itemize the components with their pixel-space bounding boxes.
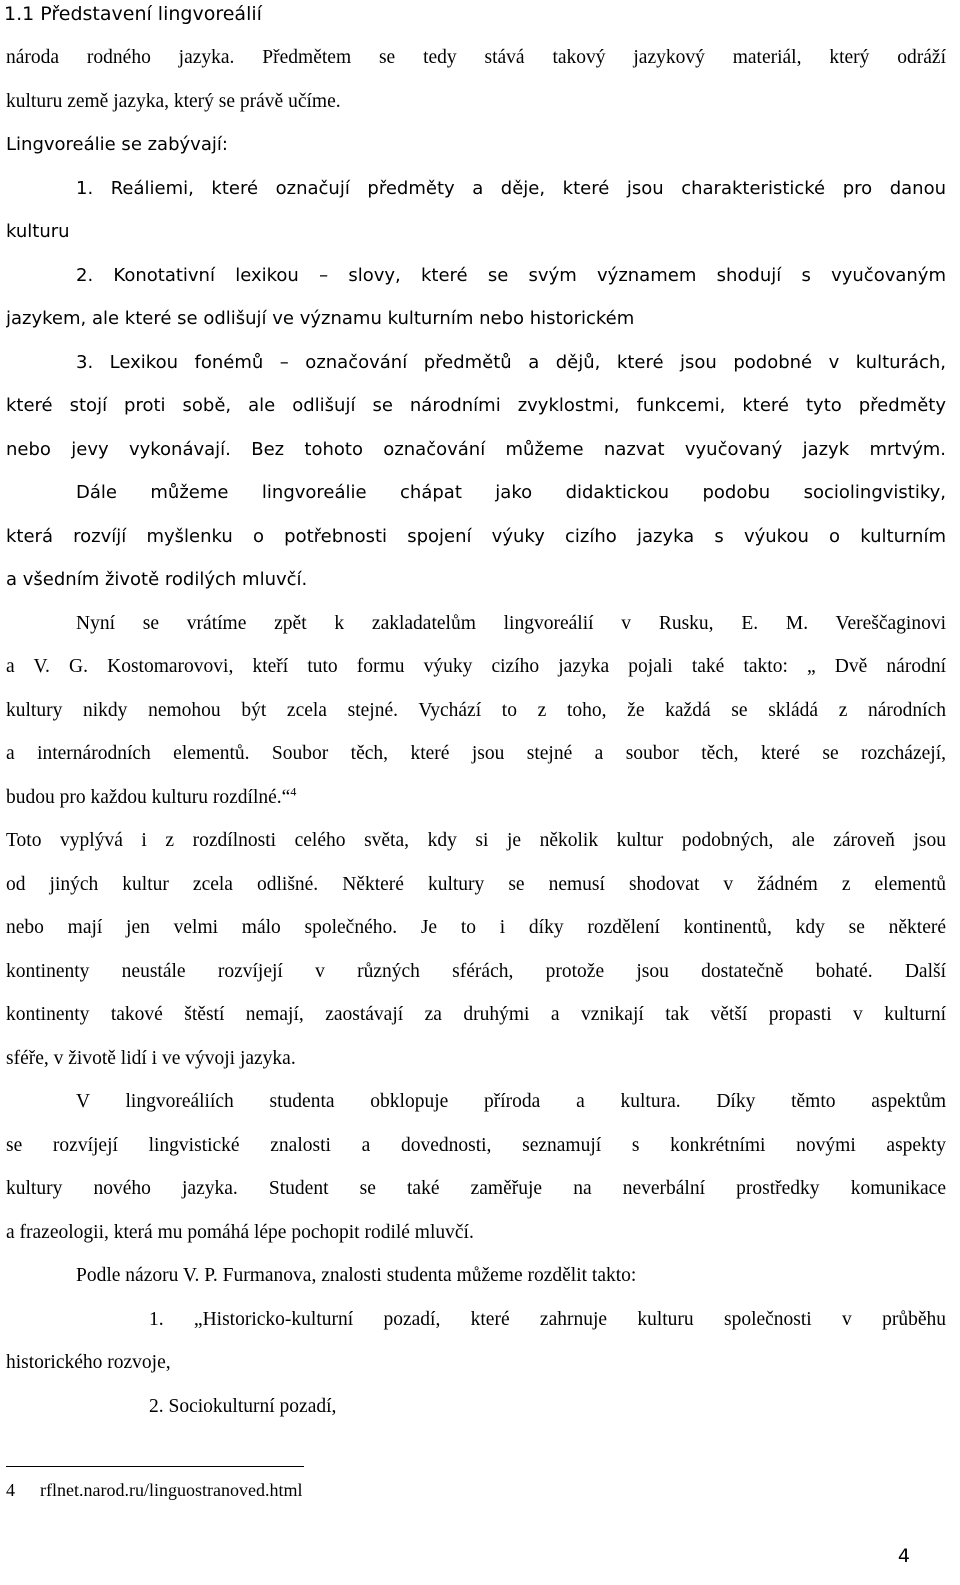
text-line-content: se rozvíjejí lingvistické znalosti a dovednosti, seznamují s konkrétními novými aspekty: [6, 1134, 946, 1156]
text-line-content: jazykem, ale které se odlišují ve významu kulturním nebo historickém: [6, 308, 635, 329]
text-line-content: nebo jevy vykonávají. Bez tohoto označování můžeme nazvat vyučovaný jazyk mrtvým.: [6, 438, 946, 460]
text-line: [6, 950, 946, 994]
text-line-content: národa rodného jazyka. Předmětem se tedy stává takový jazykový materiál, který odráží: [6, 47, 946, 68]
text-line: [6, 1037, 946, 1081]
text-line-content: od jiných kultur zcela odlišné. Některé kultury se nemusí shodovat v žádném z elementů: [6, 873, 946, 895]
text-line-content: a V. G. Kostomarovovi, kteří tuto formu výuky cizího jazyka pojali také takto: „ Dvě národní: [6, 656, 946, 677]
footnote-separator: [6, 1466, 304, 1467]
footnote-reference: 4: [290, 784, 297, 798]
text-line: [6, 384, 946, 428]
text-line-content: nebo mají jen velmi málo společného. Je to i díky rozdělení kontinentů, kdy se některé: [6, 917, 946, 938]
text-line-content: kultury nikdy nemohou být zcela stejné. Vychází to z toho, že každá se skládá z národních: [6, 699, 946, 721]
text-line: [6, 1211, 946, 1255]
text-line: [6, 80, 946, 124]
text-line-content: 1. „Historicko-kulturní pozadí, které zahrnuje kulturu společnosti v průběhu: [149, 1308, 946, 1330]
text-line: [6, 36, 946, 80]
text-line: [6, 428, 946, 472]
text-line-content: a internárodních elementů. Soubor těch, které jsou stejné a soubor těch, které se rozcházejí,: [6, 743, 946, 764]
text-line: [6, 819, 946, 863]
text-line: [6, 906, 946, 950]
text-line-content: 2. Sociokulturní pozadí,: [149, 1395, 337, 1417]
text-line-content: sféře, v životě lidí i ve vývoji jazyka.: [6, 1047, 296, 1069]
text-line-content: kontinenty takové štěstí nemají, zaostávají za druhými a vznikají tak větší propasti v kulturní: [6, 1004, 946, 1025]
text-line-content: kulturu: [6, 221, 70, 242]
text-line: [6, 1124, 946, 1168]
text-line: [6, 471, 946, 515]
footnote-text: rflnet.narod.ru/linguostranoved.html: [40, 1480, 303, 1500]
text-line-content: kontinenty neustále rozvíjejí v různých sférách, protože jsou dostatečně bohaté. Další: [6, 960, 946, 982]
text-line: [6, 602, 946, 646]
text-line-content: která rozvíjí myšlenku o potřebnosti spojení výuky cizího jazyka s výukou o kulturním: [6, 525, 946, 547]
text-line: [6, 1298, 946, 1342]
text-line: [6, 993, 946, 1037]
text-line-content: Podle názoru V. P. Furmanova, znalosti studenta můžeme rozdělit takto:: [76, 1265, 637, 1286]
text-line: [6, 1254, 946, 1298]
body-text: [6, 36, 946, 1428]
text-line: [6, 515, 946, 559]
text-line-content: 3. Lexikou fonémů – označování předmětů a dějů, které jsou podobné v kulturách,: [76, 351, 946, 373]
text-line-content: 1. Reáliemi, které označují předměty a děje, které jsou charakteristické pro danou: [76, 177, 946, 199]
text-line-content: Lingvoreálie se zabývají:: [6, 134, 228, 155]
text-line-content: V lingvoreáliích studenta obklopuje příroda a kultura. Díky těmto aspektům: [76, 1091, 946, 1112]
footnote-number: 4: [6, 1480, 15, 1500]
page-number: 4: [897, 1545, 910, 1567]
text-line: [6, 254, 946, 298]
footnote: [6, 1478, 302, 1502]
text-line: [6, 1167, 946, 1211]
text-line-content: Dále můžeme lingvoreálie chápat jako didaktickou podobu sociolingvistiky,: [76, 482, 946, 503]
text-line: [6, 689, 946, 733]
text-line: [6, 558, 946, 602]
text-line: [6, 732, 946, 776]
text-line-content: Toto vyplývá i z rozdílnosti celého světa, kdy si je několik kultur podobných, ale zároveň jsou: [6, 830, 946, 851]
text-line-content: 2. Konotativní lexikou – slovy, které se svým významem shodují s vyučovaným: [76, 264, 946, 286]
text-line-content: a frazeologii, která mu pomáhá lépe pochopit rodilé mluvčí.: [6, 1221, 474, 1243]
text-line: [6, 1385, 946, 1429]
text-line: [6, 210, 946, 254]
text-line-content: historického rozvoje,: [6, 1352, 171, 1373]
text-line-content: kultury nového jazyka. Student se také zaměřuje na neverbální prostředky komunikace: [6, 1178, 946, 1199]
text-line-content: kulturu země jazyka, který se právě učíme.: [6, 90, 341, 112]
text-line: [6, 1341, 946, 1385]
text-line: [6, 776, 946, 820]
text-line: [6, 863, 946, 907]
text-line: [6, 645, 946, 689]
text-line: [6, 297, 946, 341]
text-line-content: a všedním životě rodilých mluvčí.: [6, 569, 308, 590]
section-header: 1.1 Představení lingvoreálií: [4, 3, 262, 25]
text-line: [6, 341, 946, 385]
text-line: [6, 1080, 946, 1124]
text-line: [6, 167, 946, 211]
text-line-content: Nyní se vrátíme zpět k zakladatelům lingvoreálií v Rusku, E. M. Vereščaginovi: [76, 612, 946, 634]
text-line-content: budou pro každou kulturu rozdílné.“: [6, 786, 291, 808]
text-line: [6, 123, 946, 167]
text-line-content: které stojí proti sobě, ale odlišují se národními zvyklostmi, funkcemi, které tyto předměty: [6, 395, 946, 416]
